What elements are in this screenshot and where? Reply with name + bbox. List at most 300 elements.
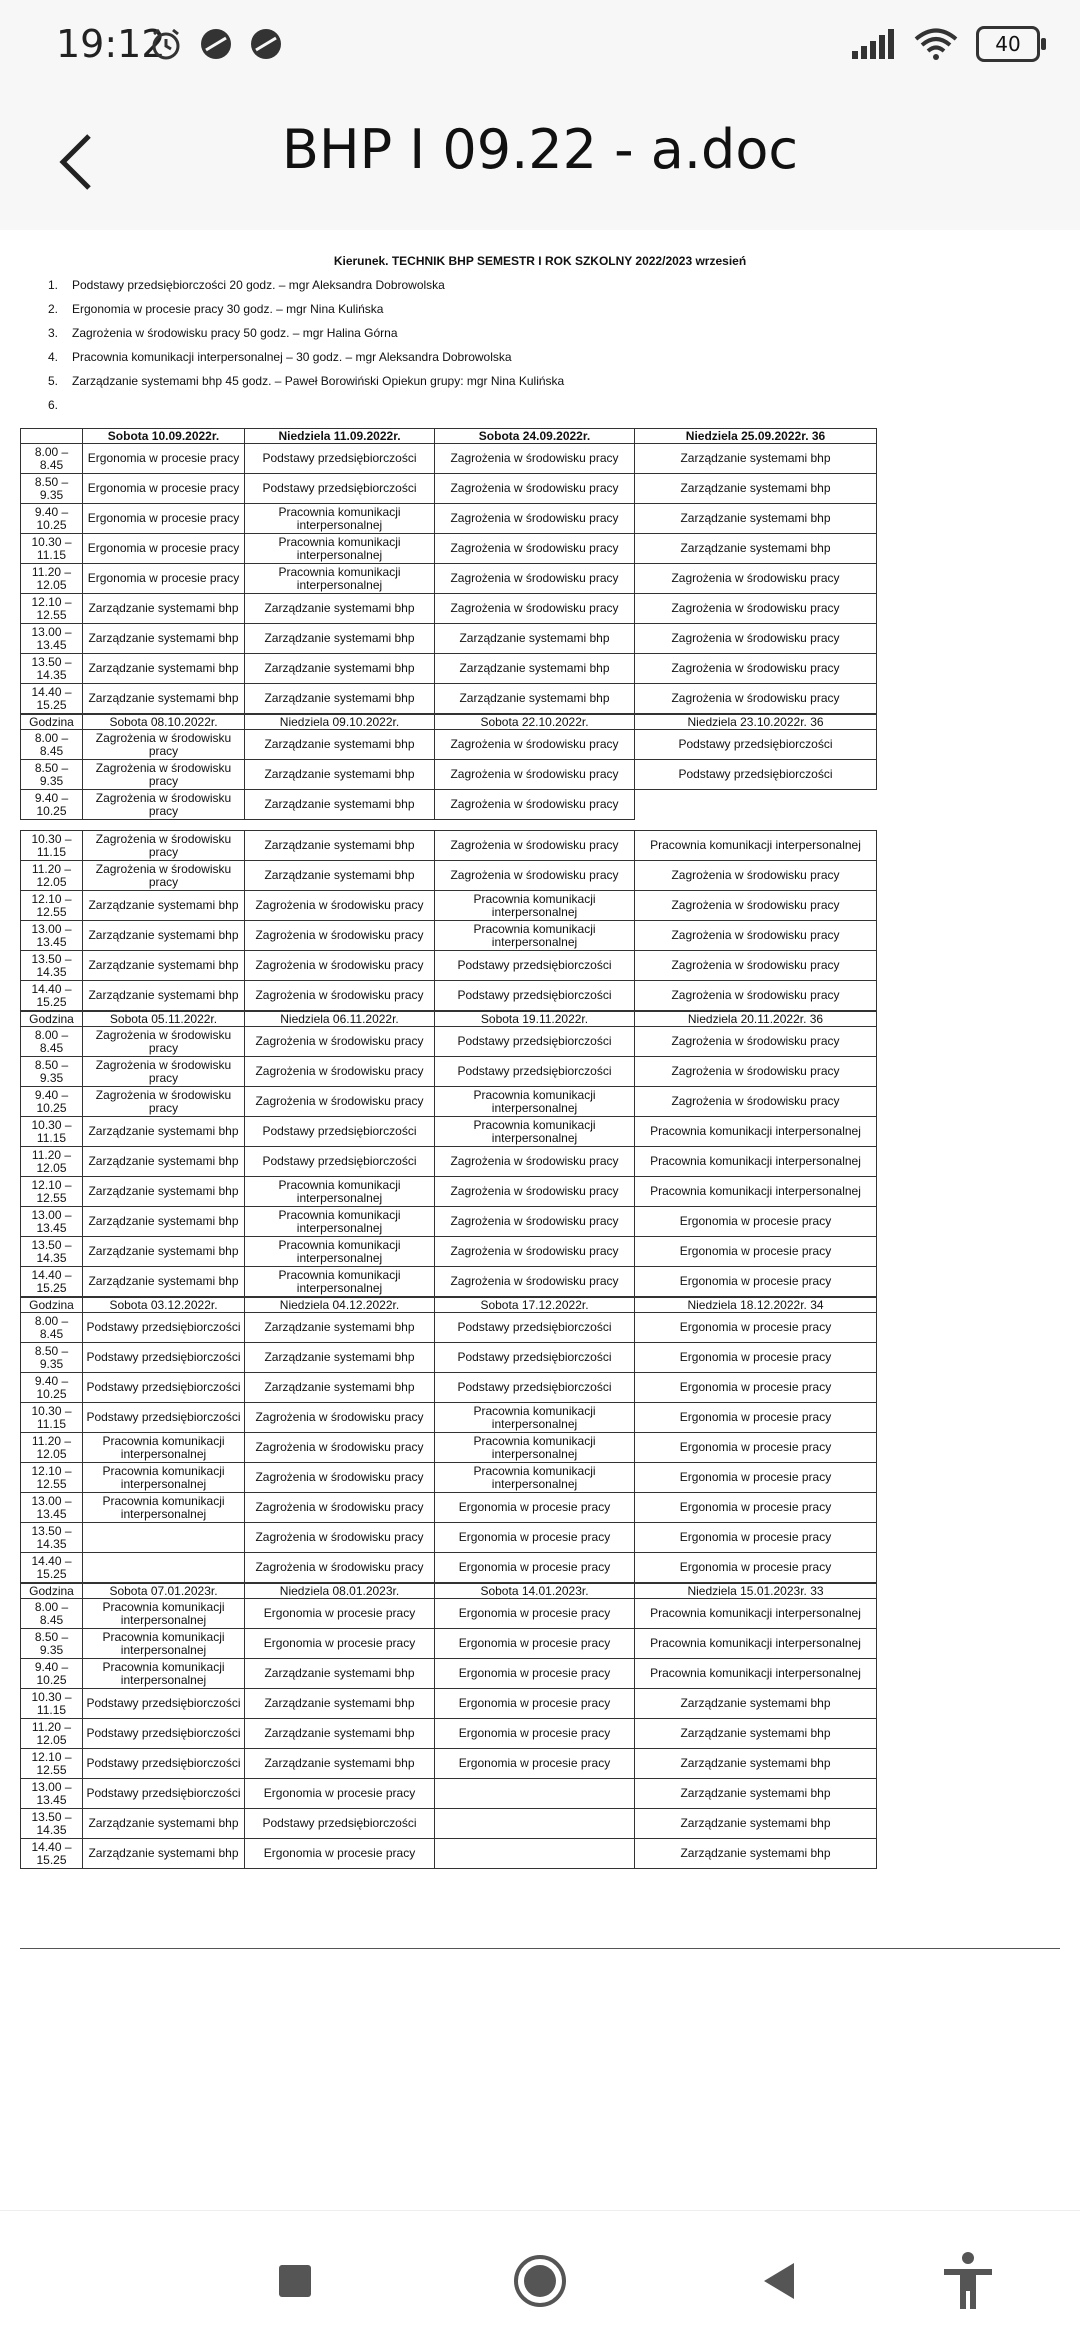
lesson-cell: Zarządzanie systemami bhp <box>245 1719 435 1749</box>
lesson-cell: Zagrożenia w środowisku pracy <box>83 1057 245 1087</box>
subject-number: 6. <box>48 398 59 412</box>
table-header-row <box>21 1298 877 1313</box>
subject-list-item <box>48 302 1060 326</box>
lesson-cell: Ergonomia w procesie pracy <box>245 1629 435 1659</box>
schedule-table-september <box>20 428 877 714</box>
subject-text: Zagrożenia w środowisku pracy 50 godz. – mgr Halina Górna <box>72 326 398 340</box>
time-slot-cell: 8.50 – 9.35 <box>21 1629 83 1659</box>
lesson-cell: Ergonomia w procesie pracy <box>245 1779 435 1809</box>
lesson-cell: Podstawy przedsiębiorczości <box>83 1689 245 1719</box>
lesson-cell: Pracownia komunikacji interpersonalnej <box>435 1463 635 1493</box>
lesson-cell: Pracownia komunikacji interpersonalnej <box>435 1433 635 1463</box>
lesson-cell <box>435 1839 635 1869</box>
lesson-cell: Zarządzanie systemami bhp <box>635 1689 877 1719</box>
lesson-cell: Podstawy przedsiębiorczości <box>435 1373 635 1403</box>
subject-list-item <box>48 398 1060 422</box>
table-header-cell: Godzina <box>21 1298 83 1313</box>
lesson-cell: Ergonomia w procesie pracy <box>635 1523 877 1553</box>
lesson-cell: Ergonomia w procesie pracy <box>635 1267 877 1297</box>
table-row <box>21 1313 877 1343</box>
lesson-cell: Podstawy przedsiębiorczości <box>635 730 877 760</box>
table-row <box>21 474 877 504</box>
time-slot-cell: 10.30 – 11.15 <box>21 1689 83 1719</box>
lesson-cell: Podstawy przedsiębiorczości <box>83 1313 245 1343</box>
time-slot-cell: 14.40 – 15.25 <box>21 684 83 714</box>
time-slot-cell: 8.50 – 9.35 <box>21 1057 83 1087</box>
lesson-cell <box>83 1523 245 1553</box>
subject-list-item <box>48 326 1060 350</box>
app-bar <box>0 96 1080 230</box>
lesson-cell: Zarządzanie systemami bhp <box>245 684 435 714</box>
time-slot-cell: 13.50 – 14.35 <box>21 1809 83 1839</box>
table-header-row <box>21 1012 877 1027</box>
table-row <box>21 534 877 564</box>
lesson-cell: Zarządzanie systemami bhp <box>83 891 245 921</box>
table-row <box>21 861 877 891</box>
lesson-cell: Ergonomia w procesie pracy <box>435 1493 635 1523</box>
table-header-row <box>21 715 877 730</box>
lesson-cell: Zarządzanie systemami bhp <box>635 1749 877 1779</box>
time-slot-cell: 11.20 – 12.05 <box>21 564 83 594</box>
lesson-cell: Zarządzanie systemami bhp <box>83 1207 245 1237</box>
table-header-cell: Sobota 08.10.2022r. <box>83 715 245 730</box>
time-slot-cell: 9.40 – 10.25 <box>21 1087 83 1117</box>
subject-list <box>20 278 1060 422</box>
lesson-cell: Zagrożenia w środowisku pracy <box>635 951 877 981</box>
schedule-table-december <box>20 1297 877 1583</box>
lesson-cell: Zagrożenia w środowisku pracy <box>83 1087 245 1117</box>
lesson-cell: Zagrożenia w środowisku pracy <box>435 1267 635 1297</box>
lesson-cell: Ergonomia w procesie pracy <box>435 1719 635 1749</box>
lesson-cell: Zagrożenia w środowisku pracy <box>435 504 635 534</box>
lesson-cell: Zagrożenia w środowisku pracy <box>83 831 245 861</box>
lesson-cell: Ergonomia w procesie pracy <box>83 444 245 474</box>
lesson-cell: Zarządzanie systemami bhp <box>83 921 245 951</box>
lesson-cell: Zagrożenia w środowisku pracy <box>635 981 877 1011</box>
time-slot-cell: 13.50 – 14.35 <box>21 1237 83 1267</box>
lesson-cell: Zarządzanie systemami bhp <box>83 951 245 981</box>
lesson-cell: Zagrożenia w środowisku pracy <box>245 1027 435 1057</box>
lesson-cell: Ergonomia w procesie pracy <box>635 1553 877 1583</box>
lesson-cell: Ergonomia w procesie pracy <box>635 1463 877 1493</box>
lesson-cell: Zagrożenia w środowisku pracy <box>245 1057 435 1087</box>
accessibility-icon <box>940 2251 996 2311</box>
document-heading: Kierunek. TECHNIK BHP SEMESTR I ROK SZKOLNY 2022/2023 wrzesień <box>333 254 747 268</box>
lesson-cell: Zagrożenia w środowisku pracy <box>635 1057 877 1087</box>
lesson-cell: Ergonomia w procesie pracy <box>435 1689 635 1719</box>
lesson-cell: Pracownia komunikacji interpersonalnej <box>635 1629 877 1659</box>
lesson-cell: Podstawy przedsiębiorczości <box>245 1117 435 1147</box>
lesson-cell: Zarządzanie systemami bhp <box>635 534 877 564</box>
time-slot-cell: 13.00 – 13.45 <box>21 624 83 654</box>
lesson-cell: Zagrożenia w środowisku pracy <box>245 1493 435 1523</box>
table-row <box>21 1553 877 1583</box>
lesson-cell: Zarządzanie systemami bhp <box>245 1373 435 1403</box>
time-slot-cell: 11.20 – 12.05 <box>21 1433 83 1463</box>
lesson-cell: Zarządzanie systemami bhp <box>83 624 245 654</box>
table-header-cell: Sobota 24.09.2022r. <box>435 429 635 444</box>
time-slot-cell: 13.50 – 14.35 <box>21 951 83 981</box>
time-slot-cell: 8.00 – 8.45 <box>21 1313 83 1343</box>
subject-text: Zarządzanie systemami bhp 45 godz. – Paweł Borowiński Opiekun grupy: mgr Nina Kulińska <box>72 374 565 388</box>
lesson-cell: Zagrożenia w środowisku pracy <box>83 1027 245 1057</box>
lesson-cell: Pracownia komunikacji interpersonalnej <box>245 1207 435 1237</box>
table-row <box>21 891 877 921</box>
app-notification-icon <box>248 26 284 62</box>
time-slot-cell: 9.40 – 10.25 <box>21 504 83 534</box>
lesson-cell: Podstawy przedsiębiorczości <box>83 1403 245 1433</box>
lesson-cell: Ergonomia w procesie pracy <box>435 1629 635 1659</box>
time-slot-cell: 8.00 – 8.45 <box>21 1027 83 1057</box>
table-row <box>21 1493 877 1523</box>
time-slot-cell: 14.40 – 15.25 <box>21 1267 83 1297</box>
lesson-cell: Ergonomia w procesie pracy <box>635 1343 877 1373</box>
lesson-cell: Zarządzanie systemami bhp <box>83 1237 245 1267</box>
time-slot-cell: 9.40 – 10.25 <box>21 1659 83 1689</box>
lesson-cell: Ergonomia w procesie pracy <box>435 1659 635 1689</box>
lesson-cell: Pracownia komunikacji interpersonalnej <box>435 921 635 951</box>
time-slot-cell: 8.00 – 8.45 <box>21 1599 83 1629</box>
lesson-cell: Ergonomia w procesie pracy <box>635 1493 877 1523</box>
lesson-cell: Zagrożenia w środowisku pracy <box>635 684 877 714</box>
table-header-cell: Niedziela 18.12.2022r. 34 <box>635 1298 877 1313</box>
lesson-cell: Zagrożenia w środowisku pracy <box>435 1147 635 1177</box>
lesson-cell: Zarządzanie systemami bhp <box>245 1659 435 1689</box>
table-header-cell: Niedziela 23.10.2022r. 36 <box>635 715 877 730</box>
lesson-cell <box>83 1553 245 1583</box>
table-row <box>21 1629 877 1659</box>
lesson-cell: Pracownia komunikacji interpersonalnej <box>435 1117 635 1147</box>
lesson-cell: Podstawy przedsiębiorczości <box>435 951 635 981</box>
lesson-cell: Pracownia komunikacji interpersonalnej <box>635 831 877 861</box>
lesson-cell: Zarządzanie systemami bhp <box>245 1749 435 1779</box>
subject-list-item <box>48 374 1060 398</box>
lesson-cell: Zagrożenia w środowisku pracy <box>435 444 635 474</box>
table-row <box>21 1433 877 1463</box>
table-row <box>21 1027 877 1057</box>
table-header-cell: Sobota 03.12.2022r. <box>83 1298 245 1313</box>
table-row <box>21 981 877 1011</box>
lesson-cell: Zarządzanie systemami bhp <box>635 504 877 534</box>
lesson-cell: Zarządzanie systemami bhp <box>245 760 435 790</box>
table-row <box>21 1373 877 1403</box>
subject-number: 1. <box>48 278 59 292</box>
lesson-cell: Zagrożenia w środowisku pracy <box>635 564 877 594</box>
lesson-cell: Pracownia komunikacji interpersonalnej <box>635 1599 877 1629</box>
time-slot-cell: 13.50 – 14.35 <box>21 1523 83 1553</box>
lesson-cell: Pracownia komunikacji interpersonalnej <box>435 891 635 921</box>
lesson-cell: Podstawy przedsiębiorczości <box>83 1373 245 1403</box>
table-header-cell: Godzina <box>21 715 83 730</box>
lesson-cell: Zagrożenia w środowisku pracy <box>245 1403 435 1433</box>
table-row <box>21 1237 877 1267</box>
time-slot-cell: 8.50 – 9.35 <box>21 760 83 790</box>
lesson-cell: Ergonomia w procesie pracy <box>635 1403 877 1433</box>
table-row <box>21 1839 877 1869</box>
lesson-cell: Podstawy przedsiębiorczości <box>435 1343 635 1373</box>
time-slot-cell: 8.50 – 9.35 <box>21 1343 83 1373</box>
lesson-cell: Zagrożenia w środowisku pracy <box>635 594 877 624</box>
home-icon <box>512 2253 568 2309</box>
subject-number: 4. <box>48 350 59 364</box>
table-row <box>21 1719 877 1749</box>
time-slot-cell: 10.30 – 11.15 <box>21 1117 83 1147</box>
table-row <box>21 1087 877 1117</box>
lesson-cell: Podstawy przedsiębiorczości <box>83 1749 245 1779</box>
lesson-cell: Pracownia komunikacji interpersonalnej <box>635 1659 877 1689</box>
lesson-cell: Zarządzanie systemami bhp <box>83 684 245 714</box>
lesson-cell: Pracownia komunikacji interpersonalnej <box>635 1147 877 1177</box>
table-row <box>21 564 877 594</box>
subject-list-item <box>48 350 1060 374</box>
lesson-cell: Podstawy przedsiębiorczości <box>435 1313 635 1343</box>
lesson-cell: Zagrożenia w środowisku pracy <box>435 564 635 594</box>
table-row <box>21 1689 877 1719</box>
lesson-cell: Zarządzanie systemami bhp <box>83 1177 245 1207</box>
lesson-cell: Podstawy przedsiębiorczości <box>435 1027 635 1057</box>
table-row <box>21 1749 877 1779</box>
lesson-cell: Pracownia komunikacji interpersonalnej <box>245 564 435 594</box>
table-row <box>21 654 877 684</box>
time-slot-cell: 14.40 – 15.25 <box>21 1839 83 1869</box>
status-bar <box>0 0 1080 96</box>
lesson-cell: Zarządzanie systemami bhp <box>245 1313 435 1343</box>
lesson-cell: Zagrożenia w środowisku pracy <box>83 760 245 790</box>
lesson-cell: Zarządzanie systemami bhp <box>83 594 245 624</box>
table-row <box>21 444 877 474</box>
status-icons-right <box>850 26 1040 62</box>
lesson-cell: Ergonomia w procesie pracy <box>635 1313 877 1343</box>
table-header-cell: Niedziela 08.01.2023r. <box>245 1584 435 1599</box>
table-header-cell: Sobota 14.01.2023r. <box>435 1584 635 1599</box>
table-row <box>21 1267 877 1297</box>
time-slot-cell: 12.10 – 12.55 <box>21 594 83 624</box>
schedule-table-october <box>20 714 877 820</box>
time-slot-cell: 12.10 – 12.55 <box>21 1749 83 1779</box>
time-slot-cell: 9.40 – 10.25 <box>21 790 83 820</box>
time-slot-cell: 12.10 – 12.55 <box>21 1177 83 1207</box>
back-nav-button[interactable] <box>745 2251 815 2311</box>
lesson-cell: Ergonomia w procesie pracy <box>245 1839 435 1869</box>
lesson-cell: Zagrożenia w środowisku pracy <box>245 1087 435 1117</box>
table-row <box>21 624 877 654</box>
lesson-cell: Zarządzanie systemami bhp <box>245 594 435 624</box>
table-row <box>21 951 877 981</box>
status-icons-left <box>148 26 284 62</box>
lesson-cell: Pracownia komunikacji interpersonalnej <box>83 1659 245 1689</box>
table-row <box>21 1117 877 1147</box>
lesson-cell: Zagrożenia w środowisku pracy <box>435 1237 635 1267</box>
page-break <box>20 820 1060 830</box>
table-header-cell: Niedziela 25.09.2022r. 36 <box>635 429 877 444</box>
table-header-cell: Niedziela 09.10.2022r. <box>245 715 435 730</box>
time-slot-cell: 11.20 – 12.05 <box>21 1147 83 1177</box>
lesson-cell: Zarządzanie systemami bhp <box>635 1779 877 1809</box>
table-header-row <box>21 1584 877 1599</box>
system-nav-bar <box>0 2210 1080 2341</box>
lesson-cell: Pracownia komunikacji interpersonalnej <box>83 1599 245 1629</box>
lesson-cell: Podstawy przedsiębiorczości <box>245 1809 435 1839</box>
lesson-cell: Ergonomia w procesie pracy <box>83 564 245 594</box>
lesson-cell: Pracownia komunikacji interpersonalnej <box>635 1177 877 1207</box>
recents-button[interactable] <box>260 2251 330 2311</box>
lesson-cell: Zagrożenia w środowisku pracy <box>435 474 635 504</box>
recents-icon <box>277 2263 313 2299</box>
lesson-cell: Zagrożenia w środowisku pracy <box>635 1027 877 1057</box>
lesson-cell: Zagrożenia w środowisku pracy <box>435 534 635 564</box>
table-row <box>21 1779 877 1809</box>
lesson-cell: Zagrożenia w środowisku pracy <box>245 1523 435 1553</box>
time-slot-cell: 14.40 – 15.25 <box>21 1553 83 1583</box>
table-header-cell: Godzina <box>21 1012 83 1027</box>
time-slot-cell: 9.40 – 10.25 <box>21 1373 83 1403</box>
table-header-cell: Sobota 07.01.2023r. <box>83 1584 245 1599</box>
table-row <box>21 790 877 820</box>
lesson-cell: Zagrożenia w środowisku pracy <box>635 891 877 921</box>
time-slot-cell: 13.50 – 14.35 <box>21 654 83 684</box>
lesson-cell: Ergonomia w procesie pracy <box>635 1433 877 1463</box>
table-row <box>21 1599 877 1629</box>
lesson-cell: Pracownia komunikacji interpersonalnej <box>83 1629 245 1659</box>
table-header-cell: Sobota 22.10.2022r. <box>435 715 635 730</box>
document-view[interactable] <box>20 250 1060 1869</box>
table-header-cell: Niedziela 04.12.2022r. <box>245 1298 435 1313</box>
battery-indicator <box>976 26 1040 62</box>
lesson-cell: Zarządzanie systemami bhp <box>245 1689 435 1719</box>
lesson-cell: Zarządzanie systemami bhp <box>245 831 435 861</box>
lesson-cell: Pracownia komunikacji interpersonalnej <box>435 1403 635 1433</box>
lesson-cell: Zarządzanie systemami bhp <box>635 444 877 474</box>
time-slot-cell: 11.20 – 12.05 <box>21 1719 83 1749</box>
subject-text: Podstawy przedsiębiorczości 20 godz. – mgr Aleksandra Dobrowolska <box>72 278 445 292</box>
lesson-cell: Ergonomia w procesie pracy <box>435 1523 635 1553</box>
lesson-cell <box>635 790 877 820</box>
schedule-table-november <box>20 1011 877 1297</box>
table-row <box>21 1403 877 1433</box>
lesson-cell: Ergonomia w procesie pracy <box>435 1599 635 1629</box>
lesson-cell: Zarządzanie systemami bhp <box>635 1809 877 1839</box>
time-slot-cell: 13.00 – 13.45 <box>21 1779 83 1809</box>
lesson-cell: Pracownia komunikacji interpersonalnej <box>83 1493 245 1523</box>
lesson-cell: Zarządzanie systemami bhp <box>83 1839 245 1869</box>
table-header-cell: Sobota 19.11.2022r. <box>435 1012 635 1027</box>
lesson-cell: Podstawy przedsiębiorczości <box>435 1057 635 1087</box>
lesson-cell: Pracownia komunikacji interpersonalnej <box>245 1267 435 1297</box>
home-button[interactable] <box>505 2251 575 2311</box>
time-slot-cell: 8.00 – 8.45 <box>21 444 83 474</box>
lesson-cell: Zarządzanie systemami bhp <box>83 981 245 1011</box>
table-row <box>21 760 877 790</box>
time-slot-cell: 10.30 – 11.15 <box>21 1403 83 1433</box>
lesson-cell: Zarządzanie systemami bhp <box>245 654 435 684</box>
table-header-cell: Sobota 10.09.2022r. <box>83 429 245 444</box>
table-header-cell <box>21 429 83 444</box>
lesson-cell: Pracownia komunikacji interpersonalnej <box>245 504 435 534</box>
time-slot-cell: 12.10 – 12.55 <box>21 891 83 921</box>
table-row <box>21 684 877 714</box>
table-header-row <box>21 429 877 444</box>
lesson-cell: Ergonomia w procesie pracy <box>245 1599 435 1629</box>
lesson-cell: Zarządzanie systemami bhp <box>245 1343 435 1373</box>
app-notification-icon <box>198 26 234 62</box>
lesson-cell: Podstawy przedsiębiorczości <box>83 1343 245 1373</box>
table-row <box>21 1659 877 1689</box>
lesson-cell: Podstawy przedsiębiorczości <box>83 1779 245 1809</box>
lesson-cell: Pracownia komunikacji interpersonalnej <box>245 1237 435 1267</box>
lesson-cell <box>435 1809 635 1839</box>
lesson-cell: Pracownia komunikacji interpersonalnej <box>245 534 435 564</box>
accessibility-button[interactable] <box>933 2251 1003 2311</box>
schedule-table-january <box>20 1583 877 1869</box>
table-header-cell: Godzina <box>21 1584 83 1599</box>
lesson-cell: Zagrożenia w środowisku pracy <box>635 1087 877 1117</box>
lesson-cell: Zagrożenia w środowisku pracy <box>635 624 877 654</box>
time-slot-cell: 14.40 – 15.25 <box>21 981 83 1011</box>
time-slot-cell: 13.00 – 13.45 <box>21 1493 83 1523</box>
table-header-cell: Niedziela 11.09.2022r. <box>245 429 435 444</box>
lesson-cell: Ergonomia w procesie pracy <box>635 1237 877 1267</box>
lesson-cell: Zarządzanie systemami bhp <box>635 474 877 504</box>
lesson-cell: Zarządzanie systemami bhp <box>435 624 635 654</box>
lesson-cell: Zarządzanie systemami bhp <box>245 861 435 891</box>
table-row <box>21 1523 877 1553</box>
alarm-icon <box>148 26 184 62</box>
lesson-cell: Zagrożenia w środowisku pracy <box>435 831 635 861</box>
lesson-cell: Zagrożenia w środowisku pracy <box>83 730 245 760</box>
lesson-cell: Zagrożenia w środowisku pracy <box>435 1207 635 1237</box>
time-slot-cell: 8.50 – 9.35 <box>21 474 83 504</box>
table-row <box>21 1177 877 1207</box>
table-header-cell: Sobota 05.11.2022r. <box>83 1012 245 1027</box>
lesson-cell: Zagrożenia w środowisku pracy <box>245 981 435 1011</box>
lesson-cell: Zagrożenia w środowisku pracy <box>83 861 245 891</box>
subject-number: 2. <box>48 302 59 316</box>
lesson-cell: Ergonomia w procesie pracy <box>83 474 245 504</box>
table-row <box>21 1343 877 1373</box>
lesson-cell: Zarządzanie systemami bhp <box>83 1147 245 1177</box>
time-slot-cell: 10.30 – 11.15 <box>21 831 83 861</box>
table-row <box>21 1057 877 1087</box>
schedule-table-october-cont <box>20 830 877 1011</box>
table-row <box>21 1463 877 1493</box>
lesson-cell: Ergonomia w procesie pracy <box>435 1553 635 1583</box>
lesson-cell: Podstawy przedsiębiorczości <box>635 760 877 790</box>
lesson-cell: Zagrożenia w środowisku pracy <box>245 1553 435 1583</box>
lesson-cell: Zarządzanie systemami bhp <box>83 654 245 684</box>
lesson-cell: Zarządzanie systemami bhp <box>83 1117 245 1147</box>
lesson-cell: Podstawy przedsiębiorczości <box>245 444 435 474</box>
status-time: 19:12 <box>56 22 166 66</box>
lesson-cell: Zagrożenia w środowisku pracy <box>635 921 877 951</box>
lesson-cell: Zagrożenia w środowisku pracy <box>435 790 635 820</box>
lesson-cell: Zarządzanie systemami bhp <box>635 1719 877 1749</box>
table-row <box>21 504 877 534</box>
table-row <box>21 921 877 951</box>
lesson-cell: Pracownia komunikacji interpersonalnej <box>83 1463 245 1493</box>
lesson-cell: Zarządzanie systemami bhp <box>245 790 435 820</box>
table-row <box>21 594 877 624</box>
time-slot-cell: 10.30 – 11.15 <box>21 534 83 564</box>
lesson-cell: Ergonomia w procesie pracy <box>435 1749 635 1779</box>
lesson-cell: Zarządzanie systemami bhp <box>83 1267 245 1297</box>
time-slot-cell: 13.00 – 13.45 <box>21 1207 83 1237</box>
time-slot-cell: 13.00 – 13.45 <box>21 921 83 951</box>
lesson-cell: Zagrożenia w środowisku pracy <box>83 790 245 820</box>
lesson-cell: Pracownia komunikacji interpersonalnej <box>635 1117 877 1147</box>
lesson-cell: Ergonomia w procesie pracy <box>635 1373 877 1403</box>
lesson-cell <box>435 1779 635 1809</box>
lesson-cell: Pracownia komunikacji interpersonalnej <box>245 1177 435 1207</box>
